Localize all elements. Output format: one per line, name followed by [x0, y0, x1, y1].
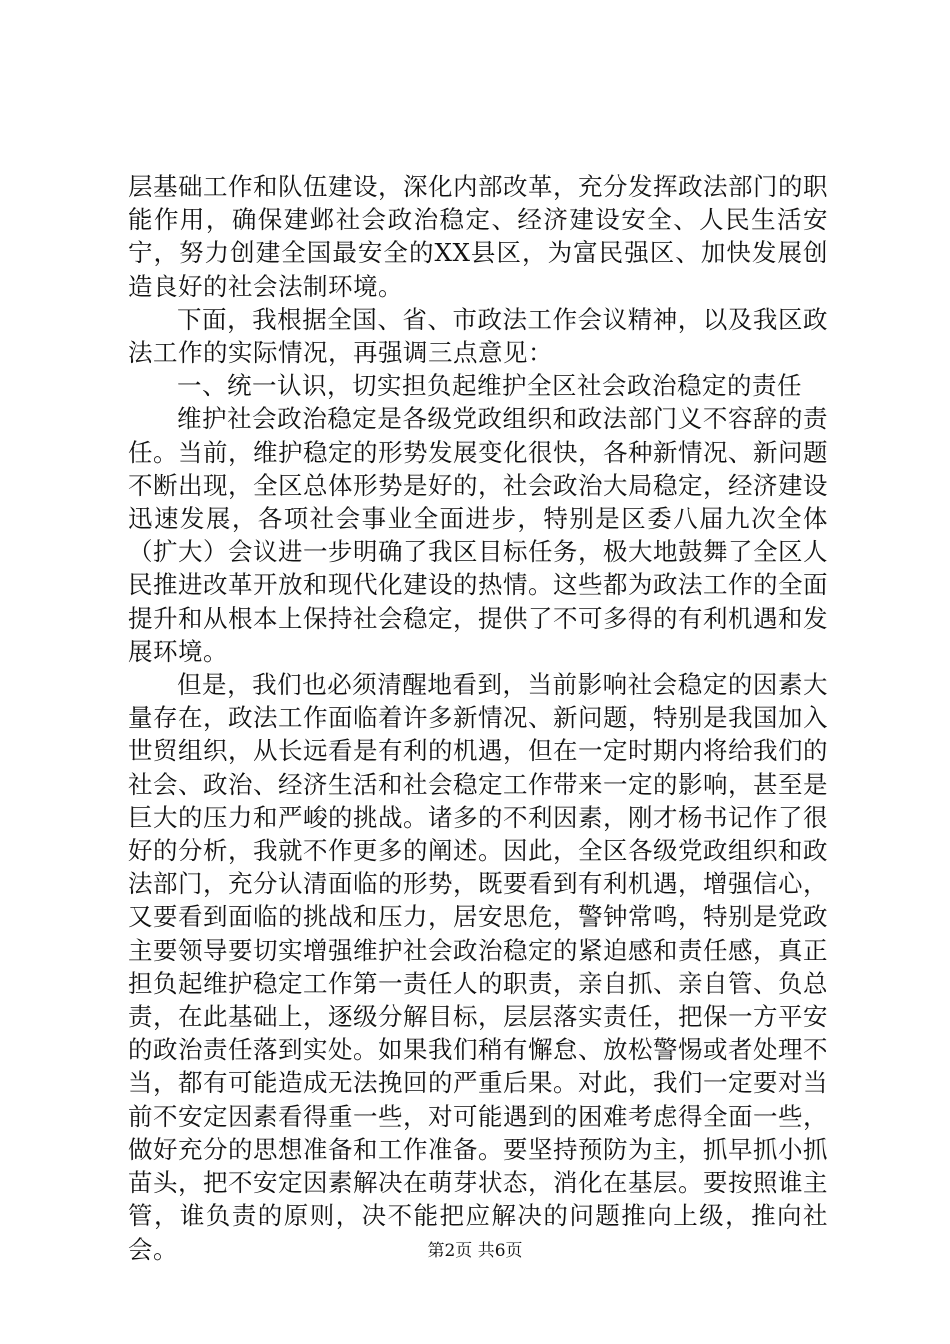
paragraph-challenges: 但是，我们也必须清醒地看到，当前影响社会稳定的因素大量存在，政法工作面临着许多新情况、新问题，特别是我国加入世贸组织，从长远看是有利的机遇，但在一定时期内将给我们的社会、政治、经济生活和社会稳定工作带来一定的影响，甚至是巨大的压力和严峻的挑战。诸多的不利因素，刚才杨书记作了很好的分析，我就不作更多的阐述。因此，全区各级党政组织和政法部门，充分认清面临的形势，既要看到有利机遇，增强信心，又要看到面临的挑战和压力，居安思危，警钟常鸣，特别是党政主要领导要切实增强维护社会政治稳定的紧迫感和责任感，真正担负起维护稳定工作第一责任人的职责，亲自抓、亲自管、负总责，在此基础上，逐级分解目标，层层落实责任，把保一方平安的政治责任落到实处。如果我们稍有懈怠、放松警惕或者处理不当，都有可能造成无法挽回的严重后果。对此，我们一定要对当前不安定因素看得重一些，对可能遇到的困难考虑得全面一些，做好充分的思想准备和工作准备。要坚持预防为主，抓早抓小抓苗头，把不安定因素解决在萌芽状态，消化在基层。要按照谁主管，谁负责的原则，决不能把应解决的问题推向上级，推向社会。 — [128, 670, 828, 1264]
page-number-footer: 第2页 共6页 — [427, 1241, 523, 1261]
section-heading: 一、统一认识，切实担负起维护全区社会政治稳定的责任 — [177, 371, 802, 401]
paragraph-intro: 下面，我根据全国、省、市政法工作会议精神，以及我区政法工作的实际情况，再强调三点意见： — [128, 304, 828, 368]
document-body — [128, 170, 828, 1266]
paragraph-continuation: 层基础工作和队伍建设，深化内部改革，充分发挥政法部门的职能作用，确保建邺社会政治稳定、经济建设安全、人民生活安宁，努力创建全国最安全的XX县区，为富民强区、加快发展创造良好的社会法制环境。 — [128, 172, 828, 301]
paragraph-stability: 维护社会政治稳定是各级党政组织和政法部门义不容辞的责任。当前，维护稳定的形势发展变化很快，各种新情况、新问题不断出现，全区总体形势是好的，社会政治大局稳定，经济建设迅速发展，各项社会事业全面进步，特别是区委八届九次全体（扩大）会议进一步明确了我区目标任务，极大地鼓舞了全区人民推进改革开放和现代化建设的热情。这些都为政法工作的全面提升和从根本上保持社会稳定，提供了不可多得的有利机遇和发展环境。 — [128, 404, 828, 666]
